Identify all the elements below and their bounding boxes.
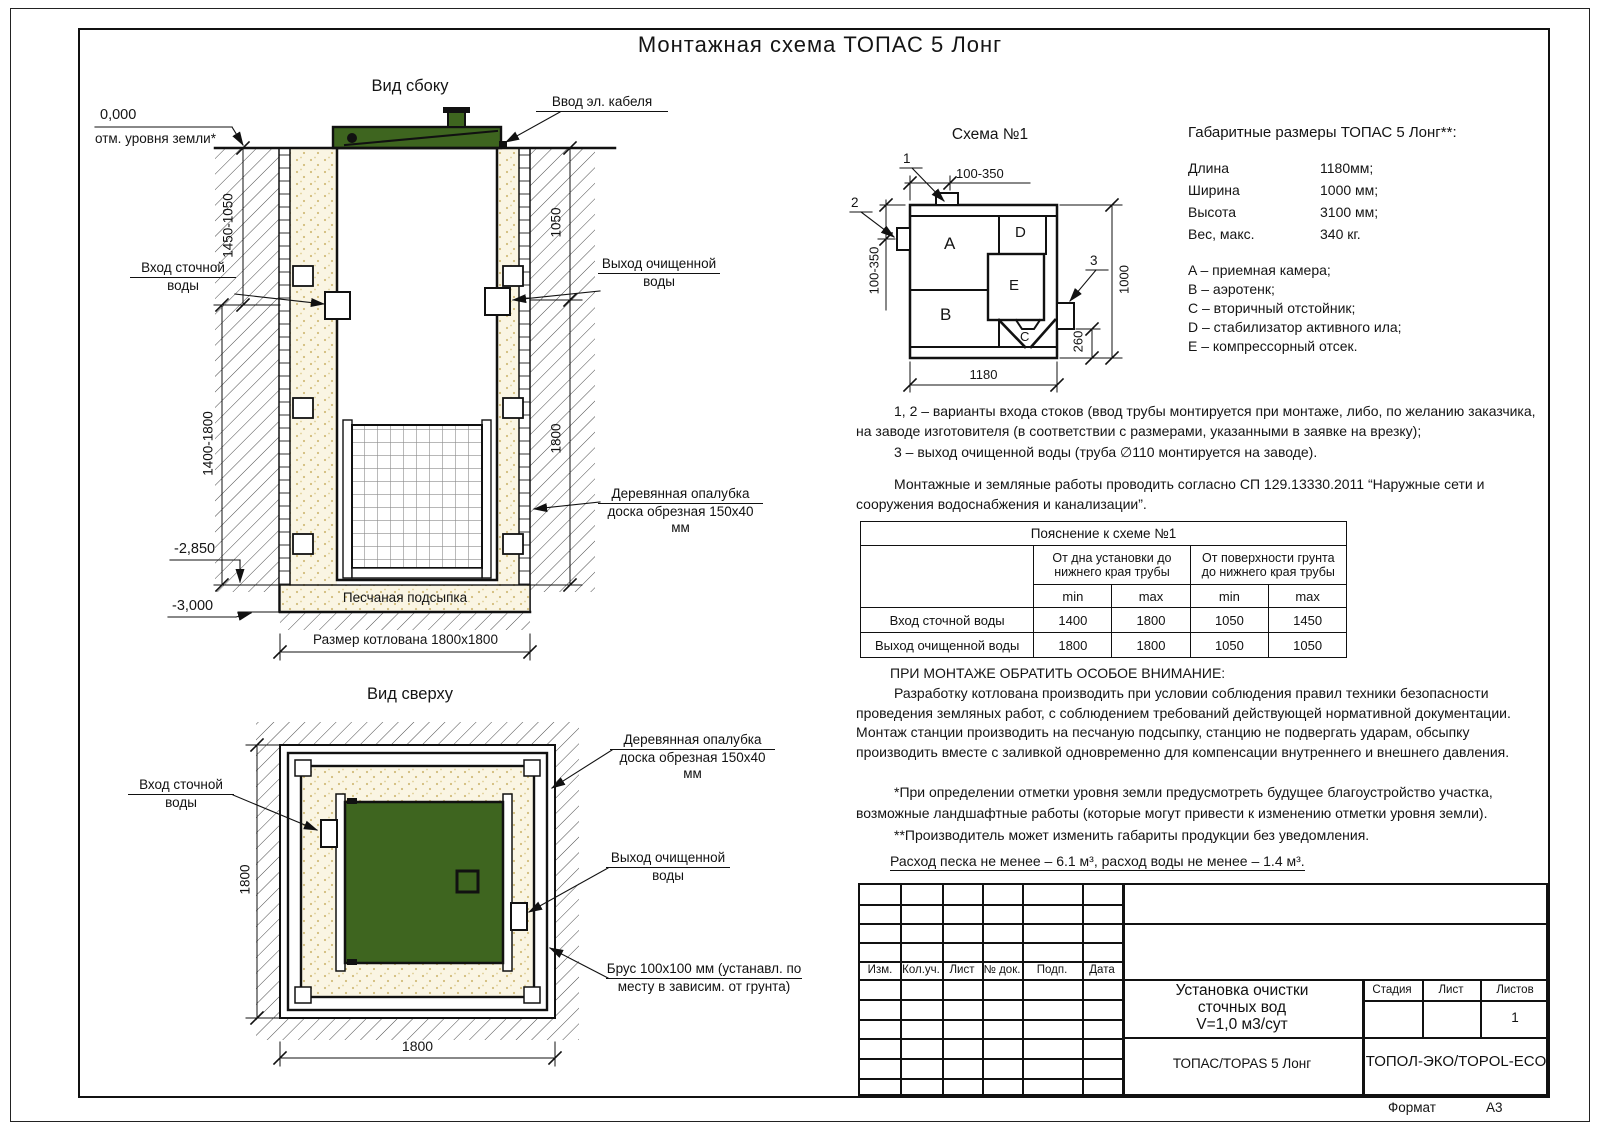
dim-100-350-top: 100-350: [956, 166, 1004, 181]
table-max1: max: [1112, 585, 1190, 608]
schema-inlet-2: [897, 228, 910, 250]
outlet-label-top: Выход очищенной воды: [606, 850, 730, 884]
note-inlet-variants: 1, 2 – варианты входа стоков (ввод трубы монтируется при монтаже, либо, по желанию заказчика, на заводе изготовителя (в соответствии с размерами, указанными в заявке на врезку);: [856, 403, 1536, 439]
dim-1800-top-bottom: 1800: [401, 1038, 434, 1054]
beam-label: Брус 100х100 мм (устанавл. по месту в зависим. от грунта): [606, 961, 802, 994]
compartment-a: A: [944, 234, 956, 253]
level-2850: -2,850: [174, 541, 216, 557]
spec-label-height: Высота: [1188, 204, 1237, 220]
spec-label-weight: Вес, макс.: [1188, 226, 1255, 242]
row-inlet-name: Вход сточной воды: [861, 608, 1034, 633]
tb-col-ndok: № док.: [983, 964, 1021, 976]
footnote-ground-level: *При определении отметки уровня земли предусмотреть будущее благоустройство участка, возможные ландшафтные работы (которые могут привести к изменению отметки уровня земли).: [856, 784, 1493, 821]
cell: 1800: [1112, 633, 1190, 658]
sheet-title: Монтажная схема ТОПАС 5 Лонг: [637, 32, 1003, 57]
attention-title: ПРИ МОНТАЖЕ ОБРАТИТЬ ОСОБОЕ ВНИМАНИЕ:: [890, 665, 1226, 681]
dim-1800-top-left: 1800: [237, 864, 253, 895]
dim-1180: 1180: [969, 367, 998, 382]
dim-260: 260: [1070, 330, 1086, 353]
tb-stage-label: Стадия: [1372, 984, 1412, 996]
side-view-title: Вид сбоку: [371, 77, 449, 95]
tb-col-izm: Изм.: [867, 964, 893, 976]
dim-1800-side: 1800: [548, 423, 564, 454]
inlet-label-top: Вход сточной воды: [128, 777, 234, 811]
formwork-label-top: Деревянная опалубка доска обрезная 150х40 мм: [610, 732, 775, 782]
tb-sheet-label: Лист: [1438, 984, 1464, 996]
table-group2: От поверхности грунта до нижнего края трубы: [1190, 546, 1346, 585]
tb-company: ТОПОЛ-ЭКО/TOPOL-ECO: [1365, 1053, 1547, 1070]
table-max2: max: [1269, 585, 1347, 608]
top-view-drawing: [233, 722, 612, 1066]
ballast-rail-left: [343, 420, 352, 578]
legend-item-a: A – приемная камера;: [1188, 262, 1331, 278]
level-3000: -3,000: [172, 598, 214, 614]
ballast-rail-right: [482, 420, 491, 578]
spec-value-length: 1180мм;: [1320, 160, 1374, 176]
service-hatch: [457, 871, 478, 892]
dim-1400-1800: 1400-1800: [200, 411, 216, 476]
pit-size-label: Размер котлована 1800х1800: [313, 632, 498, 647]
note-outlet: 3 – выход очищенной воды (труба ∅110 монтируется на заводе).: [894, 444, 1318, 460]
spec-label-length: Длина: [1188, 160, 1229, 176]
legend-item-b: B – аэротенк;: [1188, 281, 1275, 297]
outlet-label-side: Выход очищенной воды: [598, 256, 720, 290]
table-row: [861, 608, 1347, 633]
top-view-title: Вид сверху: [367, 685, 453, 703]
cell: 1050: [1269, 633, 1347, 658]
dim-100-350-left: 100-350: [866, 246, 882, 295]
legend-item-c: C – вторичный отстойник;: [1188, 300, 1356, 316]
ballast-mesh: [352, 425, 482, 568]
spec-label-width: Ширина: [1188, 182, 1240, 198]
table-title: Пояснение к схеме №1: [861, 522, 1347, 546]
side-view-drawing: [95, 107, 615, 660]
compartment-e: E: [1009, 277, 1020, 294]
callout-3: 3: [1090, 253, 1098, 268]
cell: 1800: [1034, 633, 1112, 658]
table-min2: min: [1190, 585, 1269, 608]
table-row: [861, 633, 1347, 658]
doc-title-line2: сточных вод: [1197, 999, 1287, 1016]
vent-cap: [448, 112, 465, 127]
callout-2: 2: [851, 195, 859, 210]
compartment-b: B: [940, 305, 952, 324]
cell: 1400: [1034, 608, 1112, 633]
specs-title: Габаритные размеры ТОПАС 5 Лонг**:: [1188, 124, 1457, 141]
cell: 1450: [1269, 608, 1347, 633]
inlet-pipe: [325, 292, 350, 319]
explanation-table: [860, 521, 1347, 658]
outlet-pipe-top: [511, 903, 527, 930]
dim-1050: 1050: [548, 207, 564, 238]
tb-col-list: Лист: [949, 964, 975, 976]
inlet-label-side: Вход сточной воды: [130, 260, 236, 294]
formwork-board-left: [279, 148, 290, 612]
sand-bed-label: Песчаная подсыпка: [342, 590, 468, 605]
spec-value-weight: 340 кг.: [1320, 226, 1361, 242]
format-label: Формат: [1388, 1100, 1436, 1115]
sand-backfill-left: [290, 148, 337, 585]
cell: 1800: [1112, 608, 1190, 633]
doc-title-line3: V=1,0 м3/сут: [1196, 1016, 1288, 1033]
ground-level-label: отм. уровня земли*: [95, 131, 216, 146]
doc-title-line1: Установка очистки: [1175, 982, 1309, 999]
title-block: [858, 883, 1548, 1096]
consumption-note: Расход песка не менее – 6.1 м³, расход воды не менее – 1.4 м³.: [890, 853, 1305, 869]
tb-product: ТОПАС/TOPAS 5 Лонг: [1172, 1056, 1312, 1071]
cable-entry-label: Ввод эл. кабеля: [536, 94, 668, 112]
callout-1: 1: [903, 151, 911, 166]
attention-body: Разработку котлована производить при условии соблюдения правил техники безопасности проведения земляных работ, с соблюдением требований действующей нормативной документации. Монтаж станции производить на песчаную подсыпку, станцию не подвергать ударам, обсыпку производить вместе с заливкой одновременно для компенсации внутреннего и внешнего давления.: [856, 685, 1511, 760]
compartment-c: C: [1020, 329, 1030, 344]
schema-inlet-1: [936, 193, 958, 205]
table-group1: От дна установки до нижнего края трубы: [1034, 546, 1190, 585]
inlet-pipe-top: [321, 820, 337, 847]
outlet-pipe: [485, 288, 510, 315]
cell: 1050: [1190, 633, 1269, 658]
tb-col-podp: Подп.: [1036, 964, 1068, 976]
formwork-label-side: Деревянная опалубка доска обрезная 150х40 мм: [598, 486, 763, 536]
spec-value-width: 1000 мм;: [1320, 182, 1379, 198]
zero-mark: 0,000: [100, 107, 137, 123]
soil-hatch-bottom: [280, 612, 530, 630]
table-min1: min: [1034, 585, 1112, 608]
tb-col-koluch: Кол.уч.: [902, 964, 940, 976]
dim-1450-1050: 1450-1050: [220, 193, 236, 258]
cell: 1050: [1190, 608, 1269, 633]
row-outlet-name: Выход очищенной воды: [861, 633, 1034, 658]
format-value: А3: [1486, 1100, 1503, 1115]
tb-col-data: Дата: [1089, 964, 1115, 976]
note-sp-standard: Монтажные и земляные работы проводить согласно СП 129.13330.2011 “Наружные сети и сооружения водоснабжения и канализации”.: [856, 476, 1485, 512]
schema-title: Схема №1: [951, 126, 1029, 143]
spec-value-height: 3100 мм;: [1320, 204, 1379, 220]
sand-backfill-right: [497, 148, 519, 585]
compartment-d: D: [1015, 224, 1026, 241]
dim-1000: 1000: [1116, 265, 1132, 294]
legend-item-e: E – компрессорный отсек.: [1188, 338, 1358, 354]
tb-sheets-label: Листов: [1496, 984, 1534, 996]
tb-sheets-value: 1: [1511, 1010, 1519, 1025]
footnote-manufacturer: **Производитель может изменить габариты продукции без уведомления.: [894, 827, 1370, 843]
legend-item-d: D – стабилизатор активного ила;: [1188, 319, 1402, 335]
